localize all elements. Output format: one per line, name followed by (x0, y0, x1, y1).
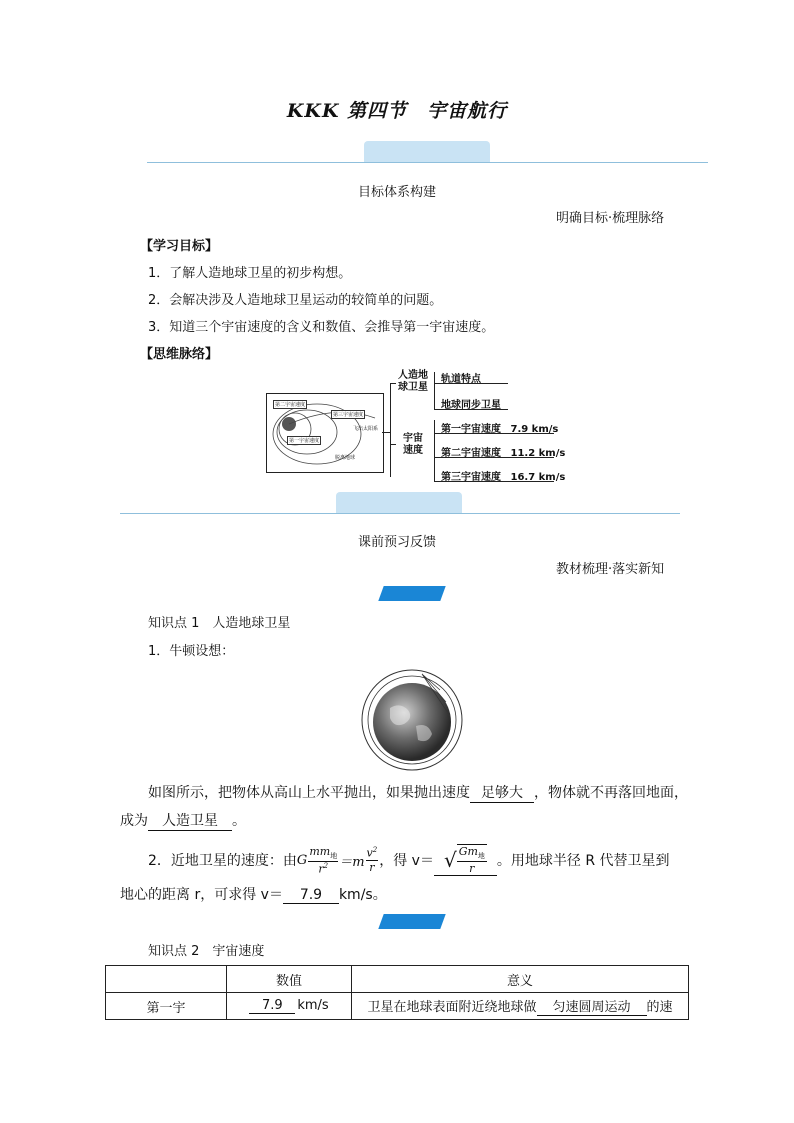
formula-answer: √ $Gm_地$ r (434, 844, 497, 876)
answer-blank: 足够大 (470, 782, 534, 803)
table-header: 数值 (227, 966, 352, 993)
answer-blank: 人造卫星 (148, 810, 232, 831)
answer-blank: 7.9 (249, 998, 295, 1014)
branch-satellite (398, 370, 428, 394)
orbit-label: 第二宇宙速度 (275, 402, 306, 408)
section-tab (336, 492, 462, 513)
section-heading: 课前预习反馈 (357, 535, 436, 550)
speed-value: 16.7 km/s (510, 472, 566, 483)
table-cell (352, 993, 689, 1020)
answer-blank: 匀速圆周运动 (537, 996, 647, 1016)
text-run: 如图所示，把物体从高山上水平抛出，如果抛出速度 (148, 785, 470, 801)
text-run: ，物体就不再落回地面， (534, 785, 688, 801)
text-run: 地心的距离 r，可求得 v＝ (120, 887, 283, 903)
mindmap-connector (390, 444, 396, 445)
knowledge-badge (378, 586, 445, 601)
kp1-sub1: 1．牛顿设想： (148, 644, 235, 659)
unit: km/s (297, 998, 329, 1013)
branch-line: 人造地 (398, 370, 428, 381)
goals-heading: 【学习目标】 (140, 239, 219, 254)
mindmap-connector (382, 432, 390, 433)
earth-image (360, 668, 464, 772)
branch-item: 地球同步卫星 (441, 400, 501, 411)
branch-line: 球卫星 (398, 382, 428, 393)
kp1-heading: 知识点 1 人造地球卫星 (148, 616, 291, 631)
section-tab (364, 141, 490, 162)
answer-blank: 7.9 (283, 887, 339, 904)
branch-item: 轨道特点 (441, 374, 481, 385)
table-cell: 第一宇 (106, 993, 227, 1020)
speed-item (441, 444, 565, 459)
orbit-label: 脱离地球 (335, 455, 356, 461)
orbit-figure (266, 393, 384, 473)
kp1-paragraph (120, 810, 246, 831)
section-divider (147, 162, 708, 163)
kp2-heading: 知识点 2 宇宙速度 (148, 944, 265, 959)
mindmap-connector (434, 420, 435, 482)
page-title: KKK 第四节 宇宙航行 (286, 100, 508, 122)
speed-label: 第二宇宙速度 (441, 448, 501, 459)
formula-gravity: G $mm_地$ $r^2$ ＝m $v^2$ r (296, 844, 378, 876)
cosmic-speed-table (105, 965, 689, 1020)
section-divider (120, 513, 680, 514)
branch-line: 宇宙 (403, 433, 423, 444)
speed-value: 7.9 km/s (510, 424, 559, 435)
section-tag: 明确目标·梳理脉络 (556, 211, 665, 226)
speed-value: 11.2 km/s (510, 448, 566, 459)
orbit-label: 第三宇宙速度 (333, 412, 364, 418)
text-run: 卫星在地球表面附近绕地球做 (367, 1000, 537, 1015)
table-row (106, 993, 689, 1020)
kp1-sub2 (148, 844, 670, 876)
branch-cosmic-speed (403, 433, 423, 457)
goal-item: 2．会解决涉及人造地球卫星运动的较简单的问题。 (148, 293, 443, 308)
branch-line: 速度 (403, 445, 423, 456)
text-run: 。 (232, 813, 246, 829)
kp1-paragraph (148, 782, 688, 803)
orbit-label: 第一宇宙速度 (289, 438, 320, 444)
table-header (106, 966, 227, 993)
speed-label: 第三宇宙速度 (441, 472, 501, 483)
speed-label: 第一宇宙速度 (441, 424, 501, 435)
section-heading: 目标体系构建 (357, 185, 436, 200)
table-header-row (106, 966, 689, 993)
text-run: 2．近地卫星的速度：由 (148, 853, 297, 870)
speed-item (441, 468, 565, 483)
text-run: 成为 (120, 813, 148, 829)
section-tag: 教材梳理·落实新知 (556, 562, 665, 577)
text-run: ，得 v＝ (379, 853, 434, 870)
knowledge-badge (378, 914, 445, 929)
text-run: 的速 (646, 1000, 673, 1015)
mindmap-connector (390, 383, 391, 477)
mindmap-heading: 【思维脉络】 (140, 347, 219, 362)
goal-item: 1．了解人造地球卫星的初步构想。 (148, 266, 352, 281)
earth-svg (360, 668, 464, 772)
mindmap-connector (434, 372, 435, 410)
text-run: 。用地球半径 R 代替卫星到 (496, 853, 670, 870)
table-header: 意义 (352, 966, 689, 993)
goal-item: 3．知道三个宇宙速度的含义和数值、会推导第一宇宙速度。 (148, 320, 495, 335)
speed-item (441, 420, 558, 435)
text-run: km/s。 (338, 887, 387, 903)
kp1-sub2-line2 (120, 884, 387, 904)
mindmap-connector (390, 383, 396, 384)
table-cell (227, 993, 352, 1020)
orbit-label: 飞出太阳系 (353, 426, 379, 432)
